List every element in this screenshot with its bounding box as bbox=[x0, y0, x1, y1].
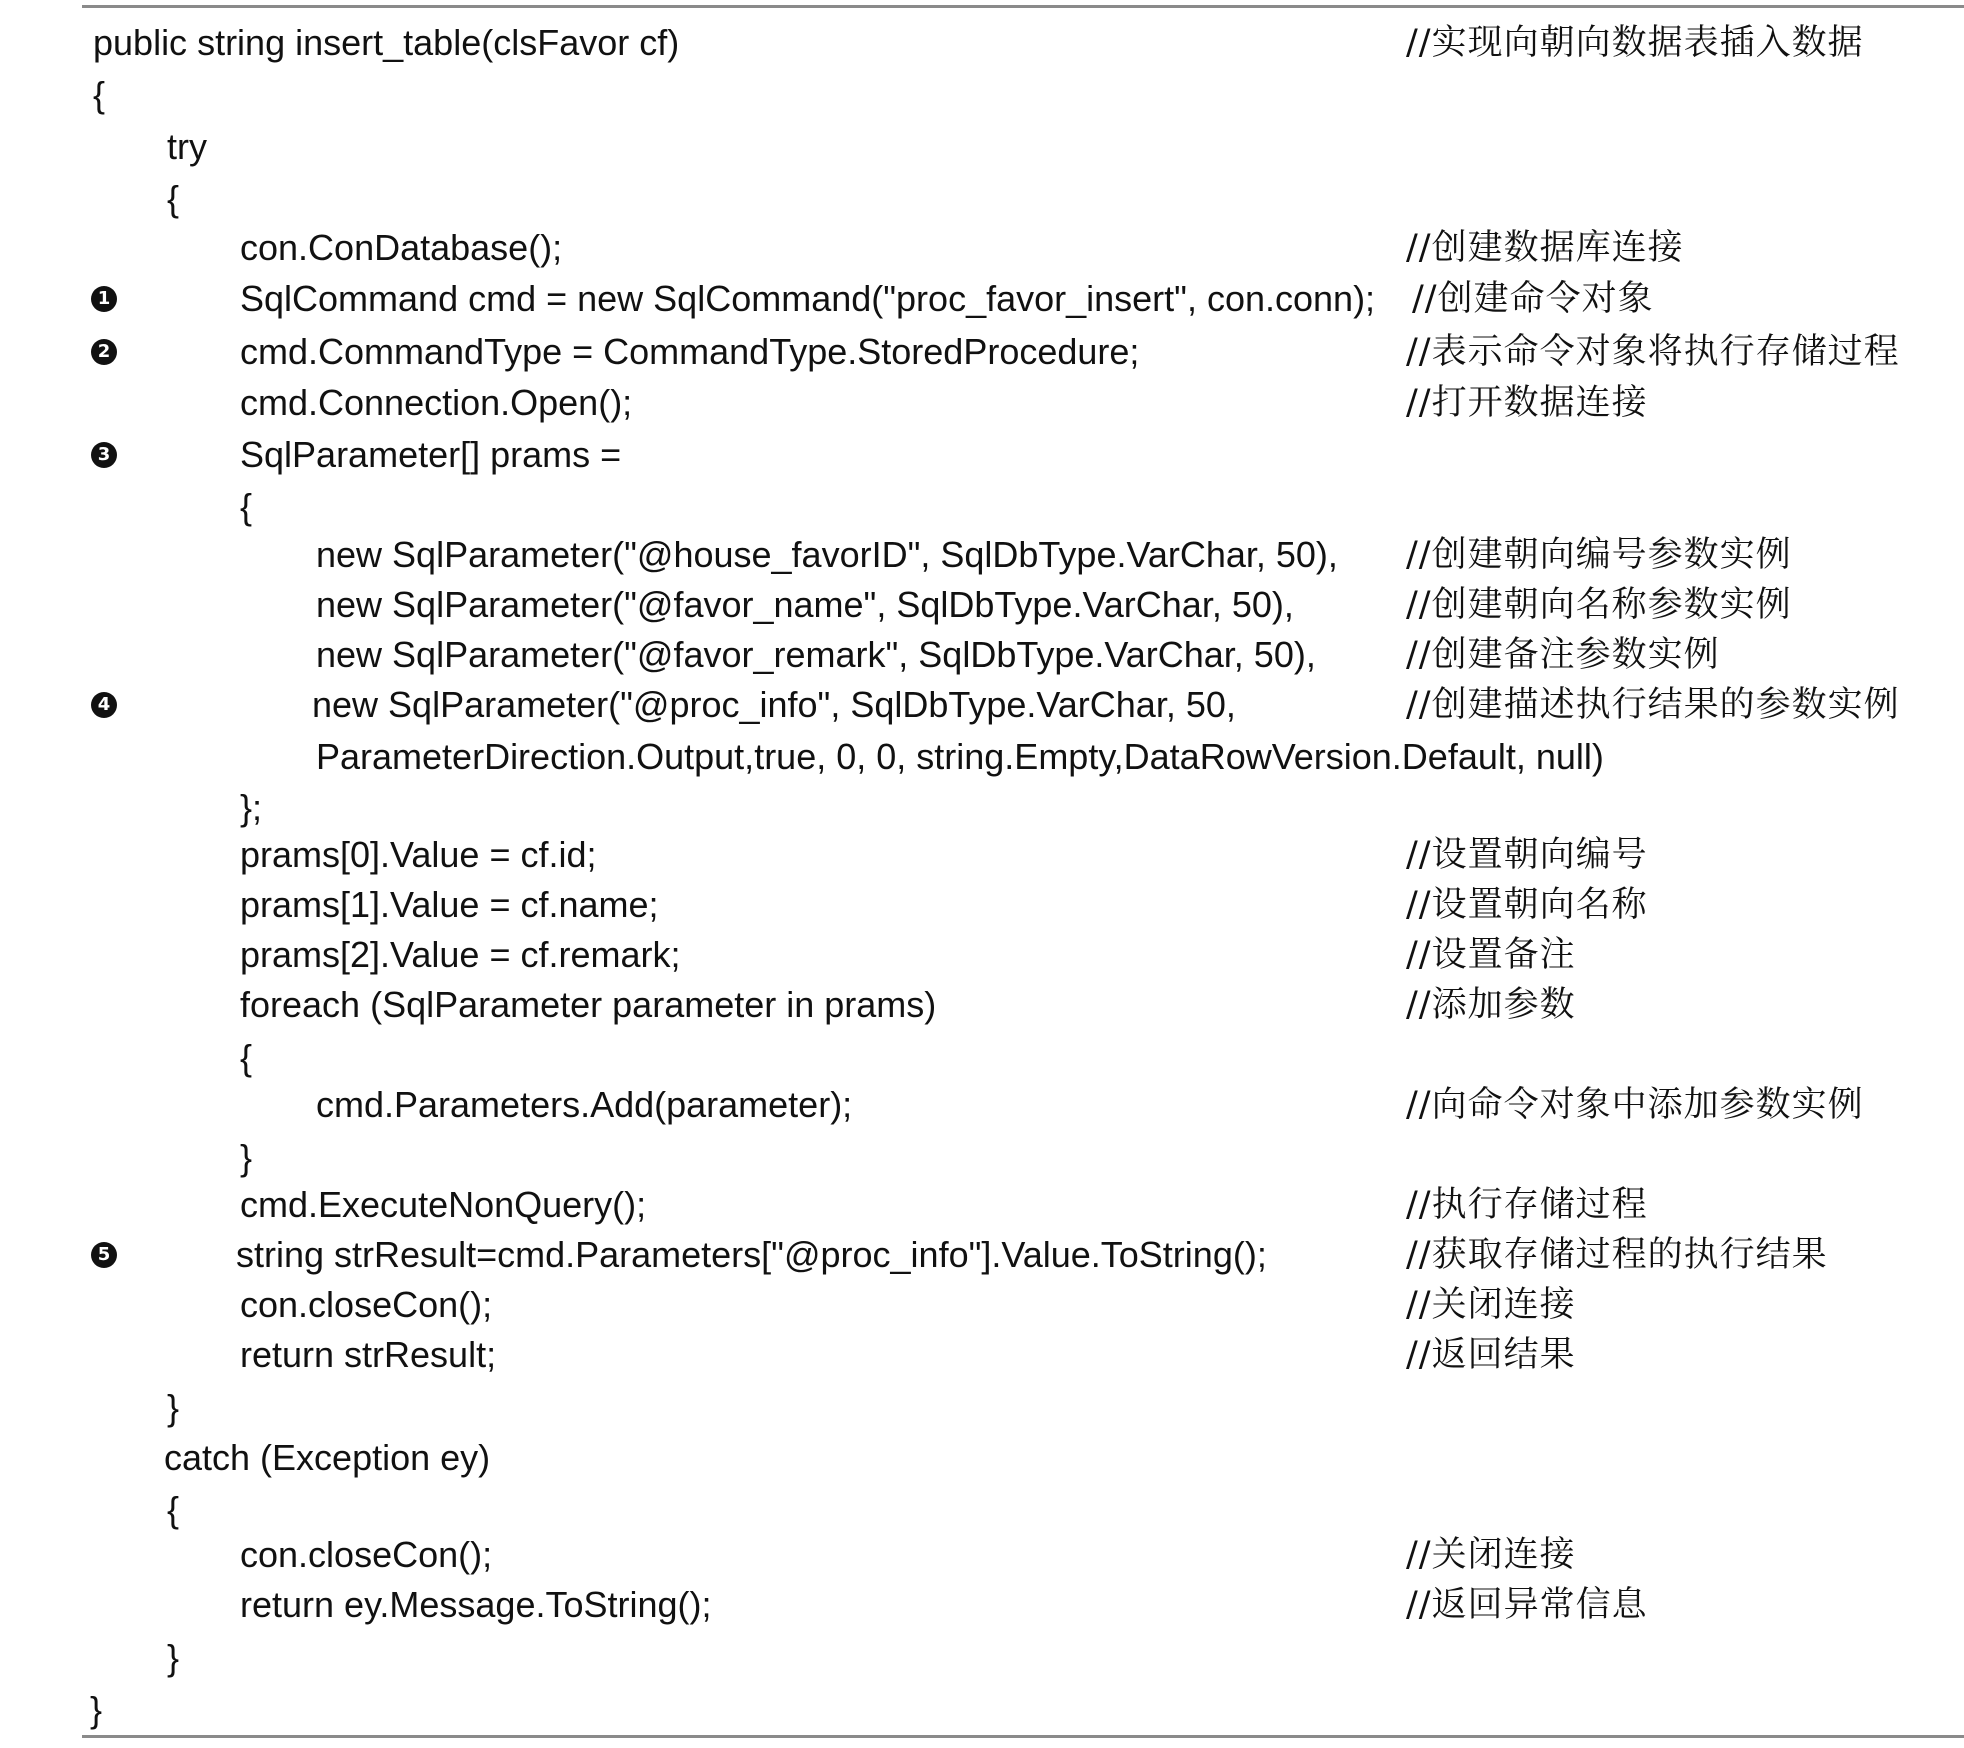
code-comment: //返回结果 bbox=[1406, 1335, 1576, 1375]
code-line-22 bbox=[0, 1080, 1964, 1130]
code-comment: //执行存储过程 bbox=[1406, 1185, 1648, 1225]
code-text: cmd.ExecuteNonQuery(); bbox=[240, 1184, 647, 1225]
code-comment: //设置朝向编号 bbox=[1406, 835, 1648, 875]
code-text: new SqlParameter("@house_favorID", SqlDbType.VarChar, 50), bbox=[316, 534, 1338, 575]
code-text: new SqlParameter("@favor_remark", SqlDbType.VarChar, 50), bbox=[316, 634, 1316, 675]
code-comment: //打开数据连接 bbox=[1406, 383, 1648, 423]
code-comment: //实现向朝向数据表插入数据 bbox=[1406, 23, 1864, 63]
code-comment: //创建朝向名称参数实例 bbox=[1406, 585, 1792, 625]
code-line-24 bbox=[0, 1180, 1964, 1230]
code-text: cmd.CommandType = CommandType.StoredProcedure; bbox=[240, 331, 1140, 372]
code-comment: //创建描述执行结果的参数实例 bbox=[1406, 685, 1900, 725]
code-text: prams[0].Value = cf.id; bbox=[240, 834, 597, 875]
code-text: SqlCommand cmd = new SqlCommand("proc_favor_insert", con.conn); bbox=[240, 278, 1376, 319]
code-line-15 bbox=[0, 732, 1964, 782]
code-text: cmd.Parameters.Add(parameter); bbox=[316, 1084, 853, 1125]
code-comment: //表示命令对象将执行存储过程 bbox=[1406, 332, 1900, 372]
code-comment: //向命令对象中添加参数实例 bbox=[1406, 1085, 1864, 1125]
code-comment: //关闭连接 bbox=[1406, 1535, 1576, 1575]
code-text: try bbox=[167, 126, 207, 167]
code-comment: //关闭连接 bbox=[1406, 1285, 1576, 1325]
code-text: } bbox=[167, 1637, 180, 1678]
bottom-rule bbox=[82, 1735, 1964, 1738]
code-text: SqlParameter[] prams = bbox=[240, 434, 622, 475]
code-line-29 bbox=[0, 1433, 1964, 1483]
code-text: prams[2].Value = cf.remark; bbox=[240, 934, 681, 975]
code-text: { bbox=[240, 1037, 253, 1078]
code-line-16 bbox=[0, 783, 1964, 833]
code-text: { bbox=[93, 74, 106, 115]
code-line-28 bbox=[0, 1383, 1964, 1433]
code-line-7 bbox=[0, 327, 1964, 377]
code-line-25 bbox=[0, 1230, 1964, 1280]
code-text: prams[1].Value = cf.name; bbox=[240, 884, 659, 925]
code-text: return ey.Message.ToString(); bbox=[240, 1584, 712, 1625]
code-text: new SqlParameter("@favor_name", SqlDbType.VarChar, 50), bbox=[316, 584, 1294, 625]
code-comment: //添加参数 bbox=[1406, 985, 1576, 1025]
code-line-1 bbox=[0, 18, 1964, 68]
code-line-33 bbox=[0, 1633, 1964, 1683]
code-text: new SqlParameter("@proc_info", SqlDbType.VarChar, 50, bbox=[312, 684, 1236, 725]
code-line-34 bbox=[0, 1685, 1964, 1735]
code-line-23 bbox=[0, 1133, 1964, 1183]
code-text: foreach (SqlParameter parameter in prams) bbox=[240, 984, 937, 1025]
code-text: return strResult; bbox=[240, 1334, 497, 1375]
code-text: { bbox=[240, 486, 253, 527]
code-comment: //创建朝向编号参数实例 bbox=[1406, 535, 1792, 575]
code-text: con.ConDatabase(); bbox=[240, 227, 563, 268]
code-comment: //设置朝向名称 bbox=[1406, 885, 1648, 925]
callout-marker-5: 5 bbox=[91, 1242, 117, 1268]
callout-marker-3: 3 bbox=[91, 442, 117, 468]
code-line-4 bbox=[0, 174, 1964, 224]
code-text: cmd.Connection.Open(); bbox=[240, 382, 633, 423]
code-text: con.closeCon(); bbox=[240, 1534, 493, 1575]
code-text: } bbox=[90, 1689, 103, 1730]
code-comment: //创建命令对象 bbox=[1412, 279, 1654, 319]
code-line-3 bbox=[0, 122, 1964, 172]
code-line-32 bbox=[0, 1580, 1964, 1630]
code-text: con.closeCon(); bbox=[240, 1284, 493, 1325]
code-comment: //设置备注 bbox=[1406, 935, 1576, 975]
code-text: public string insert_table(clsFavor cf) bbox=[93, 22, 680, 63]
code-line-8 bbox=[0, 378, 1964, 428]
code-line-11 bbox=[0, 530, 1964, 580]
code-text: }; bbox=[240, 787, 263, 828]
code-comment: //创建备注参数实例 bbox=[1406, 635, 1720, 675]
code-line-17 bbox=[0, 830, 1964, 880]
code-comment: //返回异常信息 bbox=[1406, 1585, 1648, 1625]
top-rule bbox=[82, 5, 1964, 8]
code-line-10 bbox=[0, 482, 1964, 532]
code-line-30 bbox=[0, 1485, 1964, 1535]
code-text: ParameterDirection.Output,true, 0, 0, string.Empty,DataRowVersion.Default, null) bbox=[316, 736, 1604, 777]
code-line-13 bbox=[0, 630, 1964, 680]
code-line-31 bbox=[0, 1530, 1964, 1580]
callout-marker-2: 2 bbox=[91, 339, 117, 365]
code-comment: //创建数据库连接 bbox=[1406, 228, 1684, 268]
code-text: { bbox=[167, 178, 180, 219]
code-text: catch (Exception ey) bbox=[164, 1437, 491, 1478]
code-line-19 bbox=[0, 930, 1964, 980]
code-text: } bbox=[240, 1137, 253, 1178]
code-line-14 bbox=[0, 680, 1964, 730]
callout-marker-4: 4 bbox=[91, 692, 117, 718]
code-text: } bbox=[167, 1387, 180, 1428]
code-line-26 bbox=[0, 1280, 1964, 1330]
code-line-21 bbox=[0, 1033, 1964, 1083]
code-text: { bbox=[167, 1489, 180, 1530]
code-line-2 bbox=[0, 70, 1964, 120]
code-line-18 bbox=[0, 880, 1964, 930]
callout-marker-1: 1 bbox=[91, 286, 117, 312]
code-line-20 bbox=[0, 980, 1964, 1030]
code-line-6 bbox=[0, 274, 1964, 324]
code-line-27 bbox=[0, 1330, 1964, 1380]
code-line-9 bbox=[0, 430, 1964, 480]
code-line-5 bbox=[0, 223, 1964, 273]
code-line-12 bbox=[0, 580, 1964, 630]
code-comment: //获取存储过程的执行结果 bbox=[1406, 1235, 1828, 1275]
code-text: string strResult=cmd.Parameters["@proc_info"].Value.ToString(); bbox=[236, 1234, 1267, 1275]
